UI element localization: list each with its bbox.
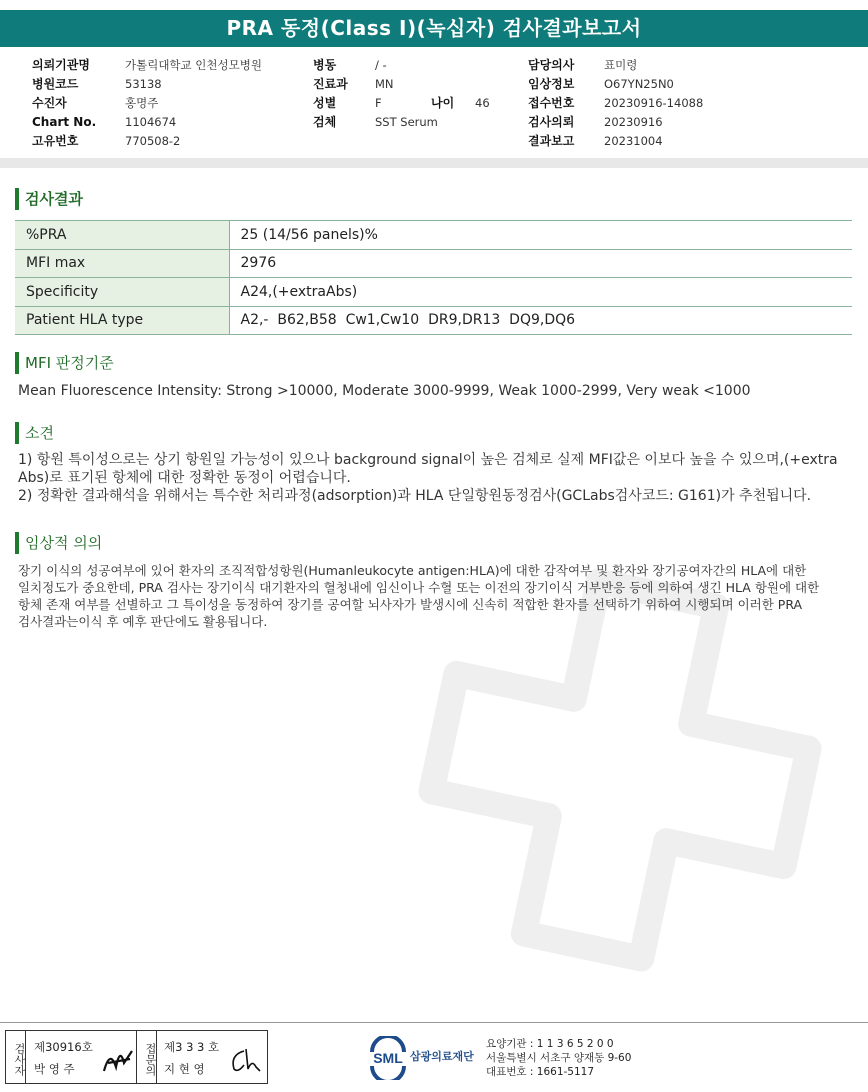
sml-logo-text: SML [373, 1050, 403, 1066]
findings-line: Abs)로 표기된 항체에 대한 정확한 동정이 어렵습니다. [18, 470, 351, 486]
info-label: Chart No. [32, 115, 97, 129]
approver-name: 지 현 영 [164, 1062, 205, 1076]
result-key: %PRA [15, 221, 229, 250]
patient-info-col1 [32, 56, 262, 151]
table-row [15, 221, 852, 250]
info-label: 고유번호 [32, 134, 79, 148]
table-row [15, 306, 852, 335]
info-value: 53138 [125, 77, 162, 91]
mfi-heading: MFI 판정기준 [15, 352, 114, 374]
clinical-line: 항체 존재 여부를 선별하고 그 특이성을 동정하여 장기를 공여할 뇌사자가 발생시에 신속히 적합한 환자를 선택하기 위하여 시행되며 이러한 PRA [18, 597, 803, 612]
table-row [15, 278, 852, 307]
result-key: MFI max [15, 249, 229, 278]
footer [0, 1022, 868, 1092]
signature-box [5, 1030, 268, 1084]
info-value: 표미령 [604, 58, 638, 72]
info-label: 성별 [313, 96, 337, 110]
info-value: 1104674 [125, 115, 177, 129]
org-info [486, 1037, 631, 1079]
org-name: 삼광의료재단 [410, 1050, 474, 1063]
header-divider [0, 158, 868, 168]
clinical-line: 검사결과는이식 후 예후 판단에도 활용됩니다. [18, 614, 268, 629]
report-title: PRA 동정(Class I)(녹십자) 검사결과보고서 [0, 10, 868, 47]
info-label: 담당의사 [528, 58, 575, 72]
info-label: 임상정보 [528, 77, 575, 91]
info-label: 검사의뢰 [528, 115, 575, 129]
clinical-line: 장기 이식의 성공여부에 있어 환자의 조직적합성항원(Humanleukocyte antigen:HLA)에 대한 감작여부 및 환자와 장기공여자간의 HLA에 대한 [18, 563, 807, 578]
org-info-line: 서울특별시 서초구 양재동 9-60 [486, 1052, 632, 1064]
info-value: 20230916 [604, 115, 663, 129]
info-label: 의뢰기관명 [32, 58, 90, 72]
table-row [15, 249, 852, 278]
patient-info-col2 [313, 56, 490, 132]
info-label: 수진자 [32, 96, 67, 110]
info-label: 진료과 [313, 77, 348, 91]
org-info-line: 대표번호 : 1661-5117 [486, 1066, 595, 1078]
info-value: 770508-2 [125, 134, 181, 148]
result-key: Patient HLA type [15, 306, 229, 335]
patient-info [0, 56, 868, 152]
result-value: A24,(+extraAbs) [229, 278, 852, 307]
approver-no: 제3 3 3 호 [164, 1040, 220, 1054]
findings-heading: 소견 [15, 422, 54, 444]
org-info-line: 요양기관 : 1 1 3 6 5 2 0 0 [486, 1038, 614, 1050]
findings-line: 1) 항원 특이성으로는 상기 항원일 가능성이 있으나 background signal이 높은 검체로 실제 MFI값은 이보다 높을 수 있으며,(+extra [18, 452, 838, 468]
info-value: 20230916-14088 [604, 96, 704, 110]
result-value: A2,- B62,B58 Cw1,Cw10 DR9,DR13 DQ9,DQ6 [229, 306, 852, 335]
clinical-heading: 임상적 의의 [15, 532, 102, 554]
info-value: F [375, 96, 382, 110]
patient-info-col3 [528, 56, 703, 151]
approver-label: 접문의 [137, 1031, 157, 1083]
info-value: SST Serum [375, 115, 438, 129]
findings-text [18, 451, 838, 505]
results-heading: 검사결과 [15, 188, 83, 210]
info-value: / - [375, 58, 387, 72]
result-key: Specificity [15, 278, 229, 307]
mfi-text: Mean Fluorescence Intensity: Strong >10000, Moderate 3000-9999, Weak 1000-2999, Very weak <1000 [18, 383, 751, 399]
info-label: 검체 [313, 115, 337, 129]
age-value: 46 [475, 96, 490, 110]
clinical-line: 일치정도가 중요한데, PRA 검사는 장기이식 대기환자의 혈청내에 임신이나 수혈 또는 이전의 장기이식 거부반응 등에 의하여 생긴 HLA 항원에 대한 [18, 580, 820, 595]
examiner-signature [100, 1041, 136, 1077]
info-value: 홍명주 [125, 96, 159, 110]
result-value: 2976 [229, 249, 852, 278]
examiner-no: 제30916호 [34, 1040, 93, 1054]
findings-line: 2) 정확한 결과해석을 위해서는 특수한 처리과정(adsorption)과 HLA 단일항원동정검사(GCLabs검사코드: G161)가 추천됩니다. [18, 488, 812, 504]
approver-signature [228, 1045, 264, 1075]
examiner-label: 검사자 [6, 1031, 26, 1083]
result-value: 25 (14/56 panels)% [229, 221, 852, 250]
info-value: 20231004 [604, 134, 663, 148]
age-label: 나이 [431, 96, 455, 110]
info-label: 결과보고 [528, 134, 575, 148]
info-value: MN [375, 77, 394, 91]
results-table [15, 220, 852, 335]
info-label: 병원코드 [32, 77, 79, 91]
info-label: 병동 [313, 58, 337, 72]
info-value: O67YN25N0 [604, 77, 674, 91]
info-label: 접수번호 [528, 96, 575, 110]
sml-logo [366, 1036, 410, 1080]
examiner-name: 박 영 주 [34, 1062, 75, 1076]
info-value: 가톨릭대학교 인천성모병원 [125, 58, 262, 72]
clinical-text [18, 562, 819, 630]
